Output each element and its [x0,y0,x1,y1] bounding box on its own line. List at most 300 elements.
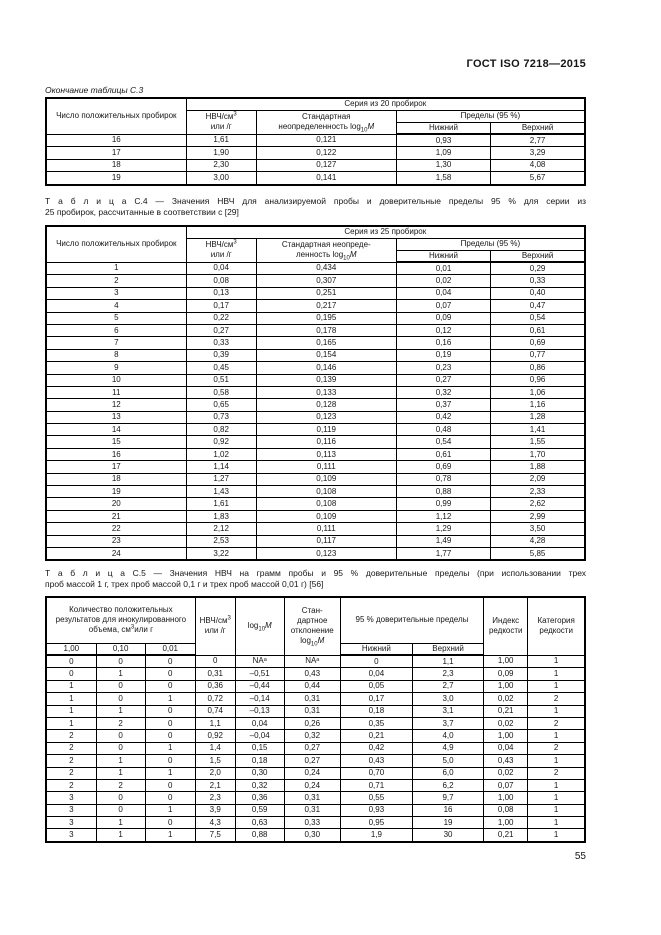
table-cell: 0 [96,655,145,668]
table-cell: 2,62 [491,498,585,510]
col-header-series: Серия из 25 пробирок [186,226,585,238]
table-cell: 0,113 [256,448,396,460]
col-header-rarity-category: Категория редкости [528,597,585,655]
table-cell: 3,29 [491,147,585,159]
table-cell: 1 [145,742,195,754]
table-cell: 0,35 [340,717,412,729]
table-cell: 10 [46,374,186,386]
table-c3-header [46,98,585,134]
table-cell: 2 [46,742,96,754]
table-cell: 0,54 [491,312,585,324]
table-cell: 0 [145,792,195,804]
table-cell: 2,77 [491,134,585,147]
col-header-vol-001: 0,01 [145,643,195,655]
table-cell: 1 [528,804,585,816]
table-cell: 0,65 [186,399,256,411]
table-cell: 24 [46,547,186,560]
table-cell: 0,69 [491,337,585,349]
table-row [46,668,585,680]
table-cell: 1,9 [340,829,412,842]
table-cell: 4,08 [491,159,585,171]
table-cell: 0,109 [256,473,396,485]
table-cell: 1,29 [396,523,490,535]
table-cell: 0,04 [235,717,284,729]
table-cell: 1,14 [186,461,256,473]
col-header-lower: Нижний [396,122,490,134]
col-header-upper: Верхний [491,250,585,262]
table-cell: 0,18 [235,755,284,767]
table-cell: 2 [46,755,96,767]
table-cell: 1,58 [396,172,490,185]
table-cell: 1 [145,693,195,705]
table-c4-caption [45,196,586,218]
table-cell: 18 [46,159,186,171]
table-cell: 2 [96,717,145,729]
table-cell: 0,32 [396,386,490,398]
table-cell: 0,30 [284,829,340,842]
table-row [46,767,585,779]
table-row [46,717,585,729]
table-cell: 0,32 [284,730,340,742]
col-header-mpn: НВЧ/$см^3$ или /г [186,238,256,262]
table-cell: 1,30 [396,159,490,171]
col-header-std-uncertainty: Стандартная неопределенность $\log_{10}M$ [256,110,396,134]
table-cell: 1,1 [195,717,235,729]
table-cell: 2 [46,275,186,287]
col-header-rarity-index: Индекс редкости [484,597,528,655]
table-cell: 0,04 [186,262,256,275]
table-cell: 13 [46,411,186,423]
table-cell: 0,29 [491,262,585,275]
table-cell: 18 [46,473,186,485]
table-cell: 1 [528,668,585,680]
table-row [46,436,585,448]
table-cell: 3 [46,792,96,804]
table-cell: 22 [46,523,186,535]
table-row [46,159,585,171]
table-cell: 0,17 [340,693,412,705]
table-cell: 0,88 [235,829,284,842]
table-cell: 3,1 [412,705,483,717]
table-cell: 2 [96,779,145,791]
table-cell: 0,42 [340,742,412,754]
col-header-vol-1: 1,00 [46,643,96,655]
table-row [46,547,585,560]
table-cell: 0,31 [284,705,340,717]
table-cell: 0,121 [256,134,396,147]
table-cell: 16 [46,448,186,460]
table-cell: 5,0 [412,755,483,767]
table-cell: 0,39 [186,349,256,361]
table-row [46,523,585,535]
table-row [46,755,585,767]
table-cell: 5,67 [491,172,585,185]
table-c4 [45,225,586,561]
table-cell: 0,70 [340,767,412,779]
table-cell: 1 [96,829,145,842]
col-header-limits: Пределы (95 %) [396,110,585,122]
table-cell: 1,61 [186,498,256,510]
table-row [46,730,585,742]
table-row [46,374,585,386]
table-cell: 0,40 [491,287,585,299]
table-cell: 0,08 [186,275,256,287]
col-header-vol-01: 0,10 [96,643,145,655]
table-cell: 0,05 [340,680,412,692]
table-row [46,411,585,423]
table-cell: 1 [528,829,585,842]
table-cell: 0 [145,779,195,791]
table-cell: 3,9 [195,804,235,816]
table-cell: 0,21 [484,705,528,717]
table-cell: 0,24 [284,767,340,779]
table-cell: 1,12 [396,510,490,522]
table-cell: 0,48 [396,424,490,436]
table-cell: 0,82 [186,424,256,436]
table-cell: 2,33 [491,486,585,498]
col-header-mpn: НВЧ/$см^3$ или /г [186,110,256,134]
table-cell: 1 [528,817,585,829]
table-cell: 11 [46,386,186,398]
table-cell: 0,21 [340,730,412,742]
table-cell: –0,14 [235,693,284,705]
table-cell: 0,123 [256,547,396,560]
table-cell: 0,95 [340,817,412,829]
table-cell: 0 [340,655,412,668]
table-cell: 0,19 [396,349,490,361]
col-header-limits: Пределы (95 %) [396,238,585,250]
col-header-log10m: $\log_{10}M$ [235,597,284,655]
col-header-std-deviation: Стан- дартное отклонение $\log_{10}M$ [284,597,340,655]
table-cell: 1,5 [195,755,235,767]
table-cell: 0,59 [235,804,284,816]
table-cell: 0,77 [491,349,585,361]
table-cell: 0 [96,693,145,705]
table-row [46,275,585,287]
table-row [46,817,585,829]
table-cell: 2 [528,767,585,779]
table-row [46,262,585,275]
table-cell: 2 [46,767,96,779]
table-cell: 9 [46,362,186,374]
table-cell: 0,69 [396,461,490,473]
table-row [46,287,585,299]
table-cell: 0,122 [256,147,396,159]
table-cell: 0,251 [256,287,396,299]
table-cell: 0,72 [195,693,235,705]
table-cell: 2,09 [491,473,585,485]
table-cell: 1 [96,705,145,717]
table-c3-caption: Окончание таблицы С.3 [45,85,144,95]
table-cell: 0,58 [186,386,256,398]
table-cell: 1 [528,730,585,742]
table-cell: 0,37 [396,399,490,411]
table-cell: 0,22 [186,312,256,324]
table-cell: 4,28 [491,535,585,547]
table-cell: 0,63 [235,817,284,829]
table-cell: 2 [528,693,585,705]
table-cell: 0,146 [256,362,396,374]
table-cell: 1,09 [396,147,490,159]
table-row [46,424,585,436]
table-cell: 0 [145,655,195,668]
col-header-confidence-limits: 95 % доверительные пределы [340,597,483,643]
table-cell: 0,54 [396,436,490,448]
table-cell: 7 [46,337,186,349]
table-cell: 0,116 [256,436,396,448]
table-cell: 2,12 [186,523,256,535]
table-cell: 1 [528,705,585,717]
table-cell: 0,09 [396,312,490,324]
table-cell: 2,30 [186,159,256,171]
table-cell: 0,195 [256,312,396,324]
table-row [46,486,585,498]
table-cell: 0,154 [256,349,396,361]
table-cell: 0,07 [396,300,490,312]
table-c3 [45,97,586,186]
table-cell: 0,99 [396,498,490,510]
col-header-lower: Нижний [396,250,490,262]
table-cell: 0,141 [256,172,396,185]
table-cell: 6,0 [412,767,483,779]
table-cell: 0,43 [284,668,340,680]
table-cell: 2,7 [412,680,483,692]
table-cell: 1 [96,767,145,779]
table-c4-header [46,226,585,262]
table-row [46,693,585,705]
table-cell: 0,133 [256,386,396,398]
table-cell: 1,88 [491,461,585,473]
table-cell: 3,7 [412,717,483,729]
table-cell: 1,02 [186,448,256,460]
table-cell: 20 [46,498,186,510]
table-cell: 1,27 [186,473,256,485]
table-cell: 2,3 [195,792,235,804]
table-cell: 0,74 [195,705,235,717]
table-cell: 0 [96,804,145,816]
table-cell: 0,47 [491,300,585,312]
table-cell: 0,36 [235,792,284,804]
table-cell: 0,43 [484,755,528,767]
table-cell: 3 [46,829,96,842]
table-cell: 0,108 [256,486,396,498]
table-cell: 0,165 [256,337,396,349]
table-cell: 0,42 [396,411,490,423]
table-cell: 1,43 [186,486,256,498]
table-cell: 4 [46,300,186,312]
table-cell: 0,31 [284,693,340,705]
table-cell: 2 [46,779,96,791]
table-row [46,337,585,349]
table-cell: 1,70 [491,448,585,460]
table-cell: 5 [46,312,186,324]
table-cell: 1,00 [484,792,528,804]
table-row [46,300,585,312]
table-cell: –0,44 [235,680,284,692]
table-cell: 0,86 [491,362,585,374]
table-cell: 1,77 [396,547,490,560]
table-cell: 19 [412,817,483,829]
table-cell: 0 [96,730,145,742]
table-cell: NAᵃ [284,655,340,668]
table-cell: 8 [46,349,186,361]
table-cell: 0,32 [235,779,284,791]
table-cell: 0,02 [396,275,490,287]
table-cell: 1,49 [396,535,490,547]
table-cell: 6 [46,324,186,336]
table-cell: 0 [145,817,195,829]
table-cell: 1,06 [491,386,585,398]
col-header-series: Серия из 20 пробирок [186,98,585,110]
col-header-positives: Число положительных пробирок [46,226,186,262]
table-cell: 0,36 [195,680,235,692]
table-cell: 0 [145,705,195,717]
table-row [46,172,585,185]
table-cell: 1 [528,779,585,791]
table-row [46,829,585,842]
table-cell: 0,02 [484,717,528,729]
table-cell: 0,128 [256,399,396,411]
table-cell: 0,92 [186,436,256,448]
table-row [46,498,585,510]
table-cell: 0 [46,655,96,668]
col-header-positive-results: Количество положительных результатов для инокулированного объема, $см^3или$ г [46,597,195,643]
table-c5-caption [45,568,586,590]
table-cell: 0,31 [284,792,340,804]
col-header-upper: Верхний [491,122,585,134]
table-cell: 3 [46,287,186,299]
table-cell: 0,18 [340,705,412,717]
table-cell: 0,12 [396,324,490,336]
table-cell: 0,55 [340,792,412,804]
table-cell: 0,33 [186,337,256,349]
table-cell: 1,4 [195,742,235,754]
table-cell: 0,73 [186,411,256,423]
table-c4-caption-line1: Т а б л и ц а С.4 — Значения НВЧ для анализируемой пробы и доверительные пределы 95 % для серии из [45,196,586,206]
table-cell: 0,07 [484,779,528,791]
table-cell: 2 [528,742,585,754]
table-c4-body [46,262,585,560]
table-cell: 0,08 [484,804,528,816]
table-row [46,386,585,398]
table-cell: 1,00 [484,730,528,742]
table-cell: 3,0 [412,693,483,705]
table-cell: 19 [46,486,186,498]
table-cell: 0,21 [484,829,528,842]
table-cell: 2,99 [491,510,585,522]
table-row [46,461,585,473]
table-row [46,792,585,804]
table-cell: 0 [145,730,195,742]
table-cell: 5,85 [491,547,585,560]
table-row [46,362,585,374]
table-row [46,742,585,754]
table-cell: 0,04 [396,287,490,299]
table-cell: 0,96 [491,374,585,386]
table-cell: 23 [46,535,186,547]
table-cell: 1 [96,755,145,767]
table-cell: 1,00 [484,655,528,668]
table-c4-caption-line2: 25 пробирок, рассчитанные в соответствии с [29] [45,207,239,217]
table-row [46,510,585,522]
table-cell: 1 [46,262,186,275]
table-cell: 0,109 [256,510,396,522]
table-cell: 14 [46,424,186,436]
table-cell: 9,7 [412,792,483,804]
table-cell: 15 [46,436,186,448]
table-cell: 16 [412,804,483,816]
table-cell: 1 [528,655,585,668]
table-cell: 0,09 [484,668,528,680]
table-cell: 0,217 [256,300,396,312]
table-cell: 0,23 [396,362,490,374]
table-cell: 12 [46,399,186,411]
table-row [46,473,585,485]
table-cell: 0,17 [186,300,256,312]
table-row [46,680,585,692]
table-cell: 0,30 [235,767,284,779]
table-cell: 3 [46,804,96,816]
table-cell: 0,139 [256,374,396,386]
table-row [46,535,585,547]
table-cell: 30 [412,829,483,842]
table-cell: 0 [145,668,195,680]
table-cell: 4,0 [412,730,483,742]
table-cell: 3,50 [491,523,585,535]
table-cell: –0,13 [235,705,284,717]
table-cell: 0,44 [284,680,340,692]
table-cell: 1,90 [186,147,256,159]
table-cell: 0,16 [396,337,490,349]
table-cell: 0,27 [186,324,256,336]
table-cell: 1 [145,767,195,779]
table-cell: 0,27 [284,755,340,767]
table-cell: 0,127 [256,159,396,171]
table-cell: 4,3 [195,817,235,829]
table-cell: 0,45 [186,362,256,374]
table-cell: 1 [528,680,585,692]
table-cell: 1 [96,668,145,680]
table-cell: 0,178 [256,324,396,336]
table-cell: 0,51 [186,374,256,386]
table-row [46,312,585,324]
page-number: 55 [574,851,586,862]
table-cell: 7,5 [195,829,235,842]
table-row [46,147,585,159]
table-cell: 1 [528,755,585,767]
table-cell: 2,53 [186,535,256,547]
table-cell: 0 [145,755,195,767]
table-cell: –0,51 [235,668,284,680]
table-c5-caption-line1: Т а б л и ц а С.5 — Значения НВЧ на грамм пробы и 95 % доверительные пределы (при использовании трех [45,568,586,578]
table-cell: 1,00 [484,817,528,829]
table-cell: 1 [46,680,96,692]
table-cell: 1,61 [186,134,256,147]
table-cell: 0,33 [284,817,340,829]
table-cell: 0,92 [195,730,235,742]
table-cell: 0 [145,717,195,729]
table-cell: 1,83 [186,510,256,522]
table-c3-body [46,134,585,185]
table-cell: 0 [96,792,145,804]
table-cell: 2,0 [195,767,235,779]
table-cell: 0,93 [396,134,490,147]
table-cell: 0 [145,680,195,692]
table-cell: 0,88 [396,486,490,498]
table-cell: 0,123 [256,411,396,423]
table-cell: 1,55 [491,436,585,448]
table-cell: 0,71 [340,779,412,791]
